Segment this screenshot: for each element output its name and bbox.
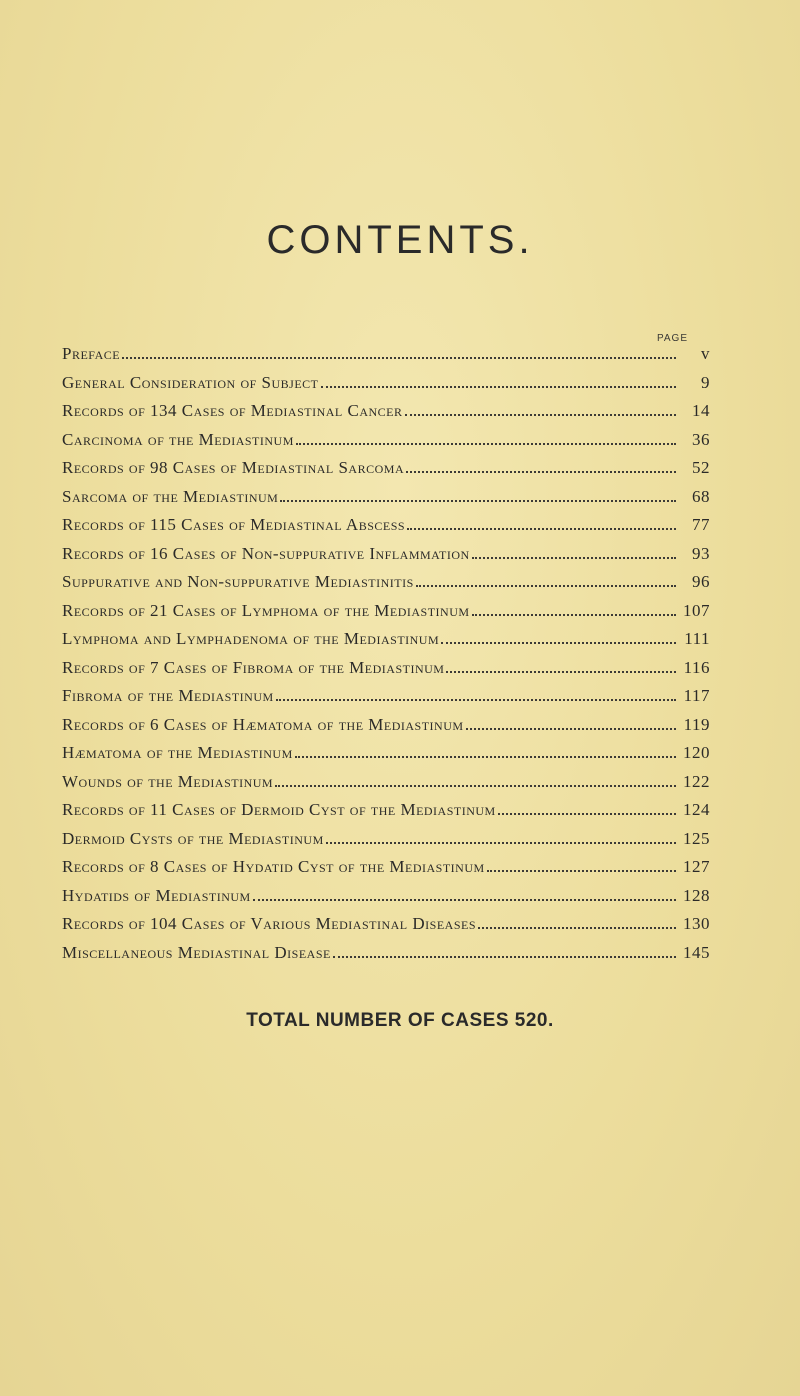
toc-entry [62, 886, 710, 915]
toc-entry-page: 128 [683, 885, 710, 905]
toc-entry-page: 68 [692, 486, 710, 506]
toc-entry-title: Hydatids of Mediastinum [62, 885, 251, 905]
toc-entry-title: Hæmatoma of the Mediastinum [62, 743, 293, 762]
dot-leader [498, 813, 676, 815]
toc-entry-page: 107 [683, 600, 710, 620]
toc-entry-page: 120 [683, 743, 710, 762]
toc-entry [62, 487, 710, 516]
toc-entry-page: 125 [683, 828, 710, 848]
toc-entry [62, 943, 710, 972]
toc-entry [62, 772, 710, 801]
toc-entry-page: 116 [683, 657, 710, 677]
toc-entry-page: 52 [692, 458, 710, 477]
toc-entry [62, 344, 710, 373]
dot-leader [253, 899, 676, 901]
toc-entry-title: Dermoid Cysts of the Mediastinum [62, 828, 324, 848]
dot-leader [487, 870, 676, 872]
dot-leader [472, 557, 676, 559]
toc-entry [62, 373, 710, 402]
table-of-contents [62, 344, 710, 971]
toc-entry-title: Lymphoma and Lymphadenoma of the Mediastinum [62, 629, 440, 648]
toc-entry-title: Wounds of the Mediastinum [62, 771, 274, 791]
dot-leader [326, 842, 676, 844]
toc-entry [62, 401, 710, 430]
toc-entry [62, 800, 710, 829]
toc-entry-page: 127 [683, 857, 710, 876]
dot-leader [407, 528, 676, 530]
toc-entry-page: 119 [683, 714, 710, 734]
toc-entry-page: 14 [692, 401, 710, 420]
dot-leader [472, 614, 676, 616]
toc-entry-title: Fibroma of the Mediastinum [62, 686, 274, 705]
toc-entry-page: v [701, 344, 710, 363]
toc-entry-title: Records of 115 Cases of Mediastinal Abscess [62, 515, 406, 534]
toc-entry-title: Carcinoma of the Mediastinum [62, 429, 294, 449]
dot-leader [478, 927, 676, 929]
toc-entry [62, 544, 710, 573]
toc-entry [62, 829, 710, 858]
toc-entry-title: Sarcoma of the Mediastinum [62, 486, 279, 506]
dot-leader [446, 671, 676, 673]
toc-entry [62, 430, 710, 459]
toc-entry [62, 658, 710, 687]
dot-leader [280, 500, 676, 502]
toc-entry-title: Records of 16 Cases of Non-suppurative Inflammation [62, 543, 470, 563]
toc-entry-title: Records of 134 Cases of Mediastinal Cancer [62, 401, 403, 420]
toc-entry-page: 122 [683, 771, 710, 791]
dot-leader [276, 699, 676, 701]
toc-entry [62, 629, 710, 658]
toc-entry-page: 77 [692, 515, 710, 534]
toc-entry [62, 458, 710, 487]
toc-entry [62, 686, 710, 715]
dot-leader [122, 357, 676, 359]
dot-leader [295, 756, 676, 758]
toc-entry [62, 857, 710, 886]
dot-leader [333, 956, 676, 958]
toc-entry-page: 117 [683, 686, 710, 705]
dot-leader [466, 728, 676, 730]
toc-entry-page: 130 [683, 914, 710, 933]
toc-entry-page: 96 [692, 572, 710, 591]
toc-entry-title: Records of 6 Cases of Hæmatoma of the Mediastinum [62, 714, 464, 734]
toc-entry [62, 572, 710, 601]
toc-entry-title: Records of 7 Cases of Fibroma of the Mediastinum [62, 657, 445, 677]
toc-entry [62, 515, 710, 544]
toc-entry [62, 914, 710, 943]
toc-entry-title: Miscellaneous Mediastinal Disease [62, 942, 331, 962]
page-title: CONTENTS. [266, 218, 534, 262]
dot-leader [321, 386, 677, 388]
toc-entry-title: Preface [62, 344, 121, 363]
dot-leader [296, 443, 676, 445]
toc-entry-title: General Consideration of Subject [62, 372, 319, 392]
toc-entry-page: 145 [683, 942, 710, 962]
toc-entry-title: Records of 11 Cases of Dermoid Cyst of the Mediastinum [62, 800, 496, 819]
toc-entry-title: Records of 8 Cases of Hydatid Cyst of the Mediastinum [62, 857, 485, 876]
toc-entry-page: 124 [683, 800, 710, 819]
toc-entry [62, 601, 710, 630]
toc-entry-page: 93 [692, 543, 710, 563]
page-column-label: PAGE [656, 333, 688, 344]
total-cases-note: TOTAL NUMBER OF CASES 520. [246, 1010, 554, 1031]
toc-entry-title: Records of 21 Cases of Lymphoma of the Mediastinum [62, 600, 470, 620]
toc-entry-title: Records of 98 Cases of Mediastinal Sarcoma [62, 458, 405, 477]
toc-entry-page: 111 [684, 629, 710, 648]
dot-leader [441, 642, 676, 644]
toc-entry-title: Records of 104 Cases of Various Mediastinal Diseases [62, 914, 476, 933]
toc-entry-page: 9 [701, 372, 710, 392]
dot-leader [406, 471, 676, 473]
toc-entry-title: Suppurative and Non-suppurative Mediastinitis [62, 572, 414, 591]
toc-entry [62, 743, 710, 772]
toc-entry [62, 715, 710, 744]
dot-leader [416, 585, 676, 587]
dot-leader [275, 785, 676, 787]
dot-leader [405, 414, 677, 416]
toc-entry-page: 36 [692, 429, 710, 449]
